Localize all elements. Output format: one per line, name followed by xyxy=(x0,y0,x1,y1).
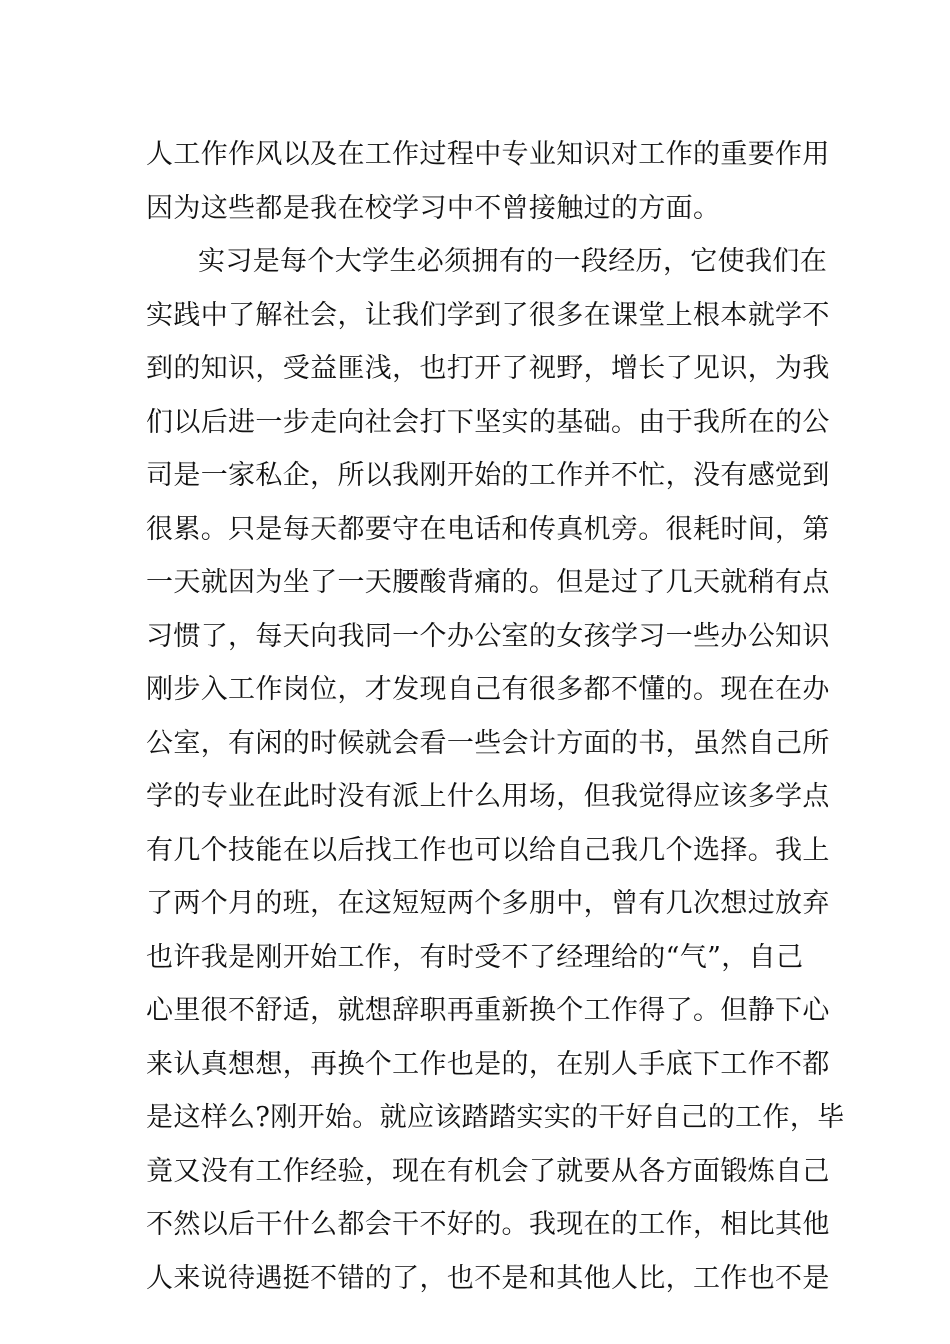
text-line: 是这样么?刚开始。就应该踏踏实实的干好自己的工作，毕 xyxy=(146,1102,845,1133)
paragraph-first-line: 实习是每个大学生必须拥有的一段经历，它使我们在 xyxy=(198,246,828,277)
text-line: 人来说待遇挺不错的了，也不是和其他人比，工作也不是 xyxy=(146,1262,830,1294)
text-line: 们以后进一步走向社会打下坚实的基础。由于我所在的公 xyxy=(146,406,830,438)
text-line: 学的专业在此时没有派上什么用场，但我觉得应该多学点 xyxy=(146,781,830,812)
text-line: 刚步入工作岗位，才发现自己有很多都不懂的。现在在办 xyxy=(146,674,830,705)
text-line: 习惯了，每天向我同一个办公室的女孩学习一些办公知识 xyxy=(146,620,830,652)
body-text xyxy=(146,128,845,1305)
text-line: 因为这些都是我在校学习中不曾接触过的方面。 xyxy=(146,192,721,224)
text-line: 司是一家私企，所以我刚开始的工作并不忙，没有感觉到 xyxy=(146,460,830,491)
text-line: 一天就因为坐了一天腰酸背痛的。但是过了几天就稍有点 xyxy=(146,567,830,598)
text-line: 竟又没有工作经验，现在有机会了就要从各方面锻炼自己 xyxy=(146,1155,830,1187)
text-line: 了两个月的班，在这短短两个多朋中，曾有几次想过放弃 xyxy=(146,888,830,919)
text-line: 很累。只是每天都要守在电话和传真机旁。很耗时间，第 xyxy=(146,513,830,545)
text-line: 不然以后干什么都会干不好的。我现在的工作，相比其他 xyxy=(146,1209,830,1240)
text-line: 来认真想想，再换个工作也是的，在别人手底下工作不都 xyxy=(146,1048,830,1080)
text-line: 有几个技能在以后找工作也可以给自己我几个选择。我上 xyxy=(146,834,830,866)
text-line: 也许我是刚开始工作，有时受不了经理给的“气”，自己 xyxy=(146,941,804,973)
text-line: 到的知识，受益匪浅，也打开了视野，增长了见识，为我 xyxy=(146,353,830,384)
text-line: 公室，有闲的时候就会看一些会计方面的书，虽然自己所 xyxy=(146,727,830,759)
text-line: 心里很不舒适，就想辞职再重新换个工作得了。但静下心 xyxy=(146,995,830,1026)
text-line: 人工作作风以及在工作过程中专业知识对工作的重要作用 xyxy=(146,139,830,170)
text-line: 实践中了解社会，让我们学到了很多在课堂上根本就学不 xyxy=(146,299,830,331)
